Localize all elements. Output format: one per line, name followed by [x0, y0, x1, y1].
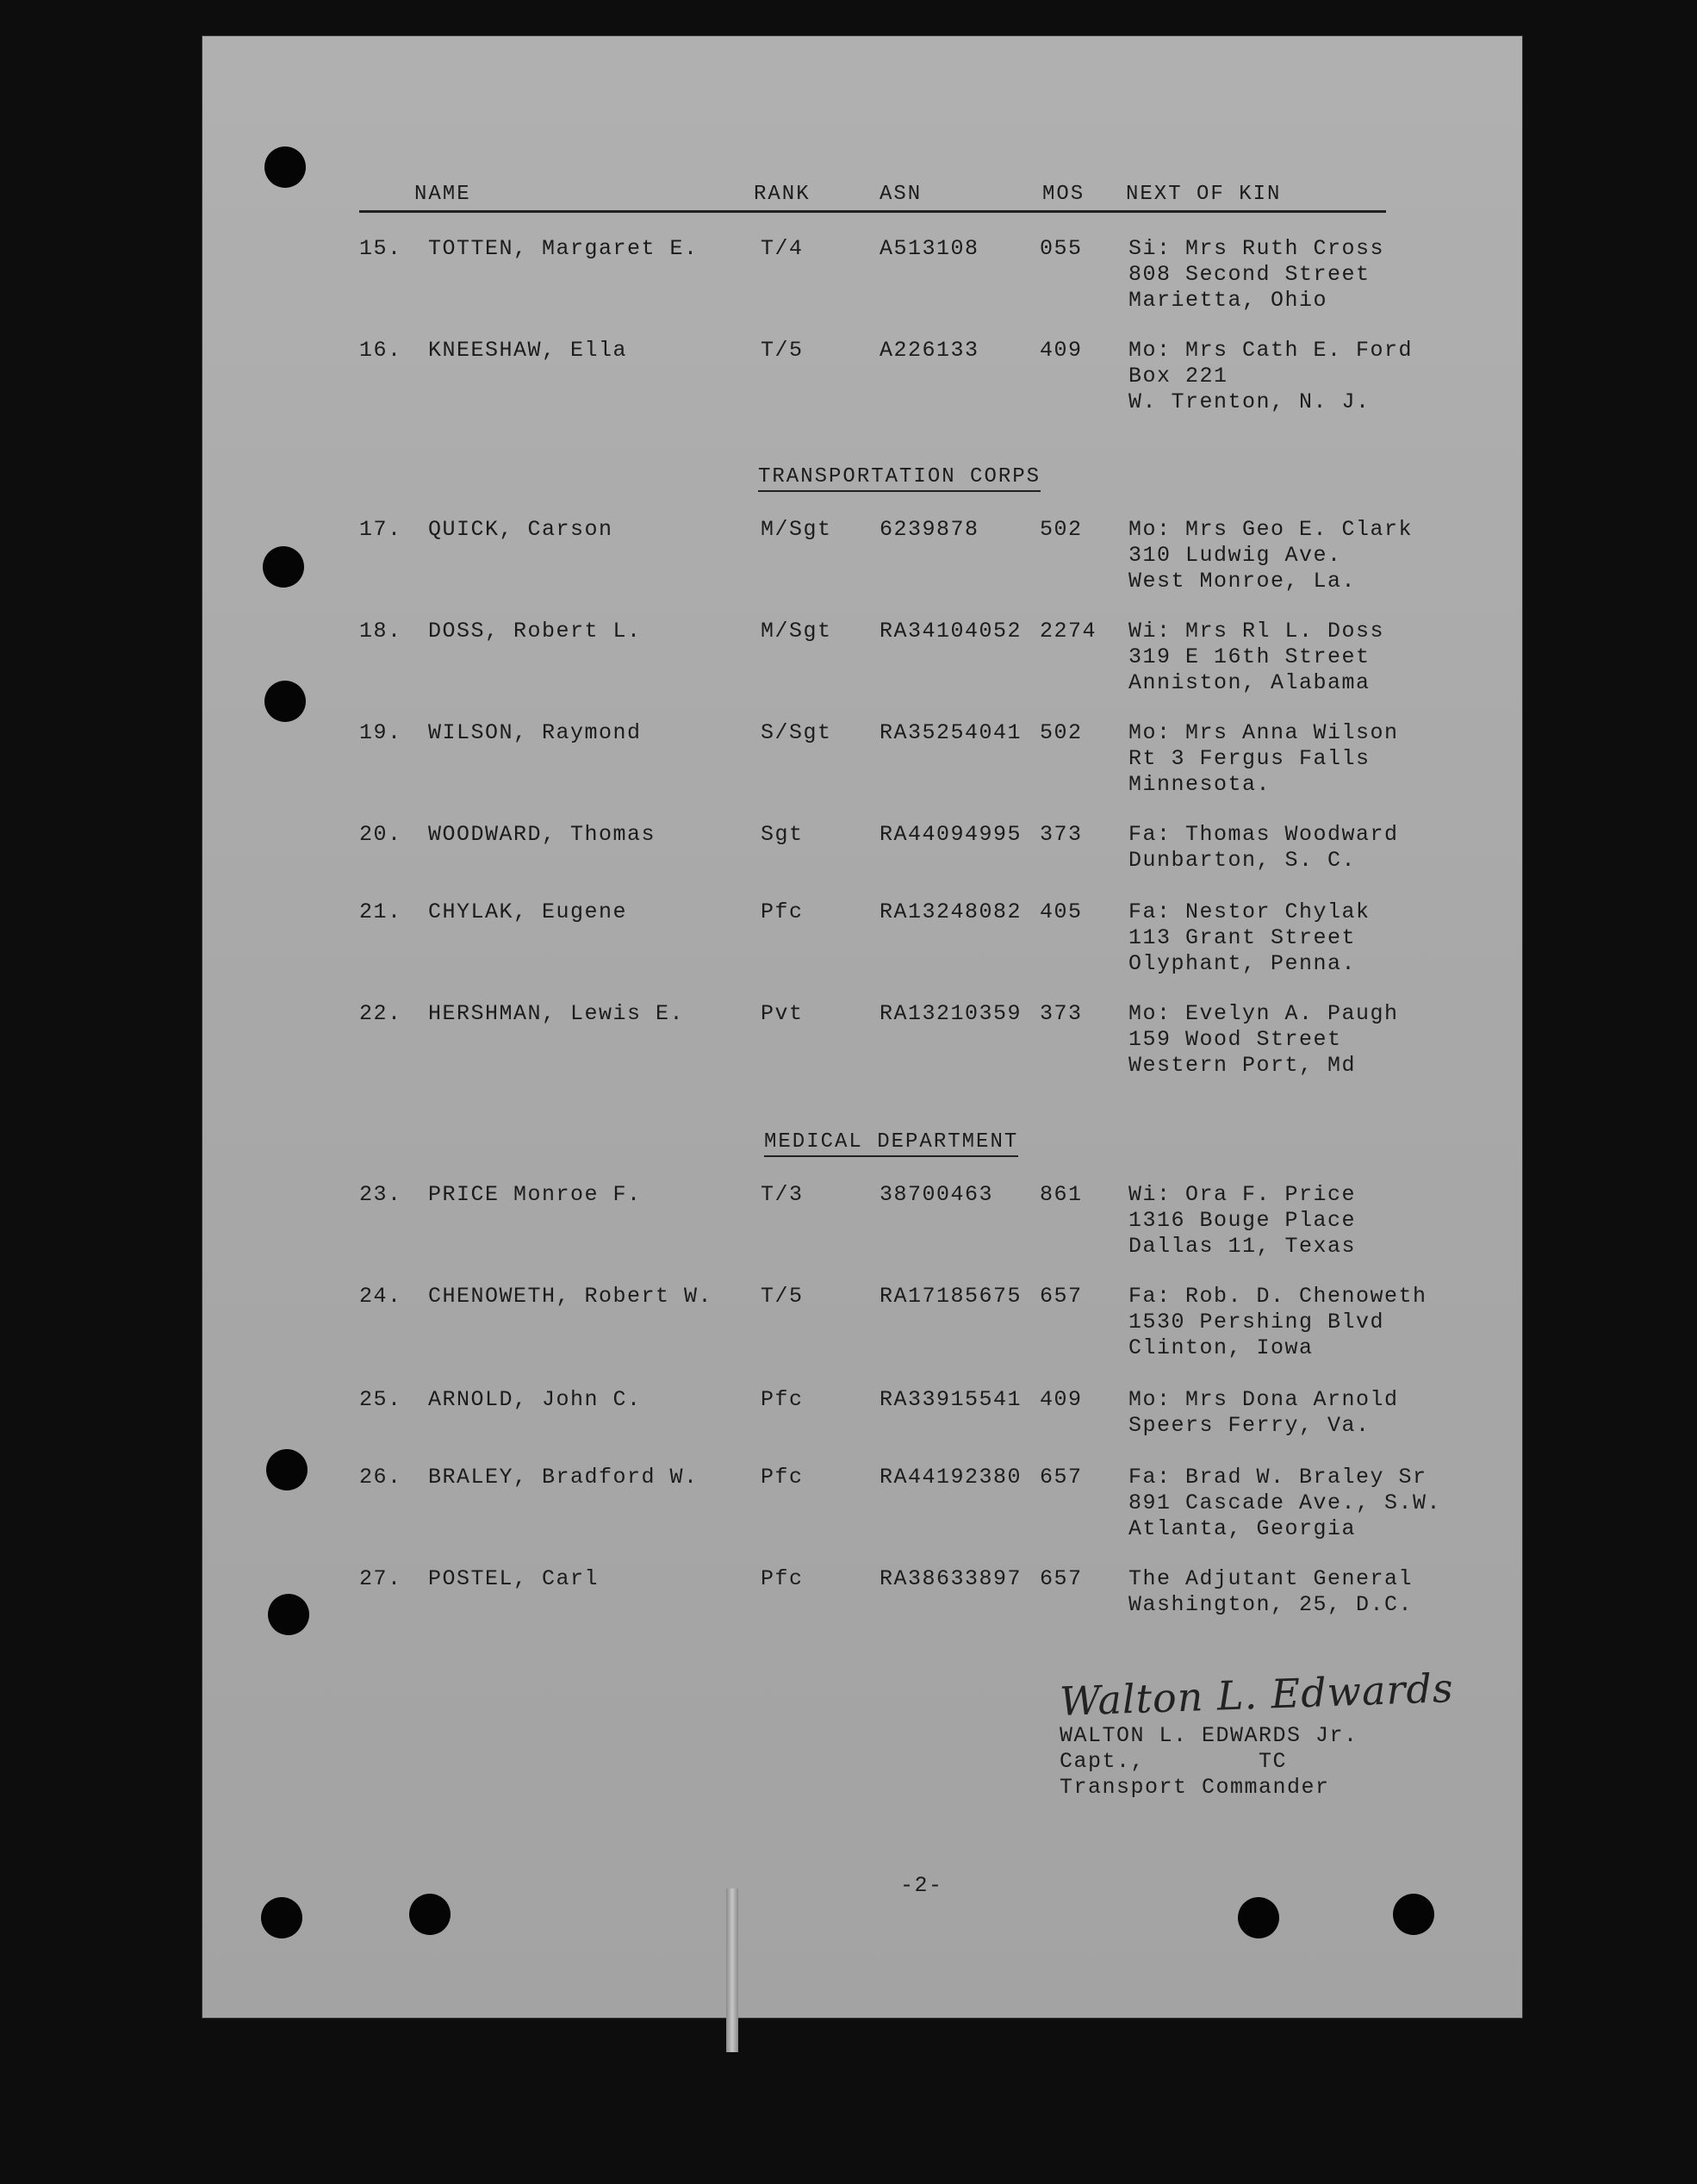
row-number: 19. [359, 720, 402, 745]
rank: T/5 [761, 1284, 804, 1309]
person-name: TOTTEN, Margaret E. [428, 236, 699, 261]
row-number: 21. [359, 899, 402, 924]
next-of-kin-line: Olyphant, Penna. [1128, 951, 1357, 976]
signature-role: Transport Commander [1060, 1775, 1330, 1800]
next-of-kin-line: Si: Mrs Ruth Cross [1128, 236, 1385, 261]
next-of-kin-line: 159 Wood Street [1128, 1027, 1342, 1052]
rank: T/3 [761, 1182, 804, 1207]
person-name: KNEESHAW, Ella [428, 338, 628, 363]
asn: RA17185675 [880, 1284, 1023, 1309]
next-of-kin-line: 808 Second Street [1128, 262, 1371, 287]
next-of-kin-line: Dallas 11, Texas [1128, 1234, 1357, 1259]
row-number: 23. [359, 1182, 402, 1207]
next-of-kin-line: Marietta, Ohio [1128, 288, 1328, 313]
row-number: 16. [359, 338, 402, 363]
punch-hole [266, 1449, 308, 1490]
mos: 2274 [1040, 619, 1097, 644]
rank: M/Sgt [761, 517, 832, 542]
mos: 373 [1040, 1001, 1083, 1026]
asn: 6239878 [880, 517, 979, 542]
punch-hole [268, 1594, 309, 1635]
next-of-kin-line: Mo: Mrs Cath E. Ford [1128, 338, 1414, 363]
mos: 657 [1040, 1566, 1083, 1591]
row-number: 15. [359, 236, 402, 261]
next-of-kin-line: Speers Ferry, Va. [1128, 1413, 1371, 1438]
mos: 409 [1040, 338, 1083, 363]
person-name: CHENOWETH, Robert W. [428, 1284, 713, 1309]
header-asn: ASN [880, 183, 923, 206]
mos: 055 [1040, 236, 1083, 261]
next-of-kin-line: Wi: Mrs Rl L. Doss [1128, 619, 1385, 644]
document-page [202, 36, 1522, 2018]
row-number: 17. [359, 517, 402, 542]
next-of-kin-line: Fa: Thomas Woodward [1128, 822, 1399, 847]
punch-hole [261, 1897, 302, 1938]
asn: RA34104052 [880, 619, 1023, 644]
row-number: 22. [359, 1001, 402, 1026]
row-number: 18. [359, 619, 402, 644]
asn: A513108 [880, 236, 979, 261]
person-name: BRALEY, Bradford W. [428, 1465, 699, 1490]
person-name: PRICE Monroe F. [428, 1182, 642, 1207]
punch-hole [1393, 1894, 1434, 1935]
header-next-of-kin: NEXT OF KIN [1126, 183, 1282, 206]
row-number: 25. [359, 1387, 402, 1412]
mos: 409 [1040, 1387, 1083, 1412]
section-title-medical: MEDICAL DEPARTMENT [764, 1130, 1018, 1157]
asn: RA44094995 [880, 822, 1023, 847]
next-of-kin-line: Fa: Nestor Chylak [1128, 899, 1371, 924]
page-number: -2- [900, 1873, 943, 1898]
asn: RA38633897 [880, 1566, 1023, 1591]
next-of-kin-line: Mo: Mrs Anna Wilson [1128, 720, 1399, 745]
punch-hole [264, 681, 306, 722]
mos: 502 [1040, 517, 1083, 542]
rank: Sgt [761, 822, 804, 847]
rank: Pfc [761, 1566, 804, 1591]
next-of-kin-line: Clinton, Iowa [1128, 1335, 1314, 1360]
next-of-kin-line: Mo: Mrs Geo E. Clark [1128, 517, 1414, 542]
next-of-kin-line: Atlanta, Georgia [1128, 1516, 1357, 1541]
next-of-kin-line: Dunbarton, S. C. [1128, 848, 1357, 873]
mos: 657 [1040, 1284, 1083, 1309]
next-of-kin-line: West Monroe, La. [1128, 569, 1357, 594]
header-mos: MOS [1042, 183, 1085, 206]
asn: RA44192380 [880, 1465, 1023, 1490]
next-of-kin-line: Fa: Rob. D. Chenoweth [1128, 1284, 1427, 1309]
next-of-kin-line: 113 Grant Street [1128, 925, 1357, 950]
row-number: 27. [359, 1566, 402, 1591]
person-name: WILSON, Raymond [428, 720, 642, 745]
rank: Pfc [761, 1465, 804, 1490]
next-of-kin-line: Mo: Evelyn A. Paugh [1128, 1001, 1399, 1026]
punch-hole [264, 146, 306, 188]
rank: Pvt [761, 1001, 804, 1026]
next-of-kin-line: Anniston, Alabama [1128, 670, 1371, 695]
next-of-kin-line: 319 E 16th Street [1128, 644, 1371, 669]
signature-title: Capt., TC [1060, 1749, 1288, 1774]
asn: RA13210359 [880, 1001, 1023, 1026]
next-of-kin-line: Washington, 25, D.C. [1128, 1592, 1414, 1617]
asn: A226133 [880, 338, 979, 363]
next-of-kin-line: Minnesota. [1128, 772, 1271, 797]
person-name: ARNOLD, John C. [428, 1387, 642, 1412]
person-name: CHYLAK, Eugene [428, 899, 628, 924]
asn: RA33915541 [880, 1387, 1023, 1412]
person-name: POSTEL, Carl [428, 1566, 600, 1591]
rank: T/4 [761, 236, 804, 261]
next-of-kin-line: W. Trenton, N. J. [1128, 389, 1371, 414]
next-of-kin-line: Mo: Mrs Dona Arnold [1128, 1387, 1399, 1412]
mos: 373 [1040, 822, 1083, 847]
punch-hole [409, 1894, 451, 1935]
next-of-kin-line: 1316 Bouge Place [1128, 1208, 1357, 1233]
asn: RA13248082 [880, 899, 1023, 924]
person-name: QUICK, Carson [428, 517, 613, 542]
section-title-transportation: TRANSPORTATION CORPS [758, 465, 1041, 492]
next-of-kin-line: Box 221 [1128, 364, 1228, 389]
next-of-kin-line: The Adjutant General [1128, 1566, 1414, 1591]
asn: 38700463 [880, 1182, 994, 1207]
mos: 502 [1040, 720, 1083, 745]
signature-name: WALTON L. EDWARDS Jr. [1060, 1723, 1358, 1748]
mos: 861 [1040, 1182, 1083, 1207]
header-rule [359, 210, 1386, 213]
next-of-kin-line: 1530 Pershing Blvd [1128, 1310, 1385, 1335]
header-name: NAME [414, 183, 471, 206]
rank: Pfc [761, 899, 804, 924]
punch-hole [263, 546, 304, 588]
rank: S/Sgt [761, 720, 832, 745]
row-number: 26. [359, 1465, 402, 1490]
next-of-kin-line: Western Port, Md [1128, 1053, 1357, 1078]
rank: M/Sgt [761, 619, 832, 644]
next-of-kin-line: Wi: Ora F. Price [1128, 1182, 1357, 1207]
row-number: 20. [359, 822, 402, 847]
handwritten-signature: Walton L. Edwards [1059, 1664, 1455, 1725]
person-name: WOODWARD, Thomas [428, 822, 656, 847]
row-number: 24. [359, 1284, 402, 1309]
person-name: HERSHMAN, Lewis E. [428, 1001, 685, 1026]
paper-tear [726, 1888, 738, 2052]
mos: 657 [1040, 1465, 1083, 1490]
punch-hole [1238, 1897, 1279, 1938]
next-of-kin-line: 310 Ludwig Ave. [1128, 543, 1342, 568]
next-of-kin-line: 891 Cascade Ave., S.W. [1128, 1490, 1442, 1515]
mos: 405 [1040, 899, 1083, 924]
next-of-kin-line: Rt 3 Fergus Falls [1128, 746, 1371, 771]
asn: RA35254041 [880, 720, 1023, 745]
rank: Pfc [761, 1387, 804, 1412]
person-name: DOSS, Robert L. [428, 619, 642, 644]
next-of-kin-line: Fa: Brad W. Braley Sr [1128, 1465, 1427, 1490]
rank: T/5 [761, 338, 804, 363]
header-rank: RANK [754, 183, 811, 206]
